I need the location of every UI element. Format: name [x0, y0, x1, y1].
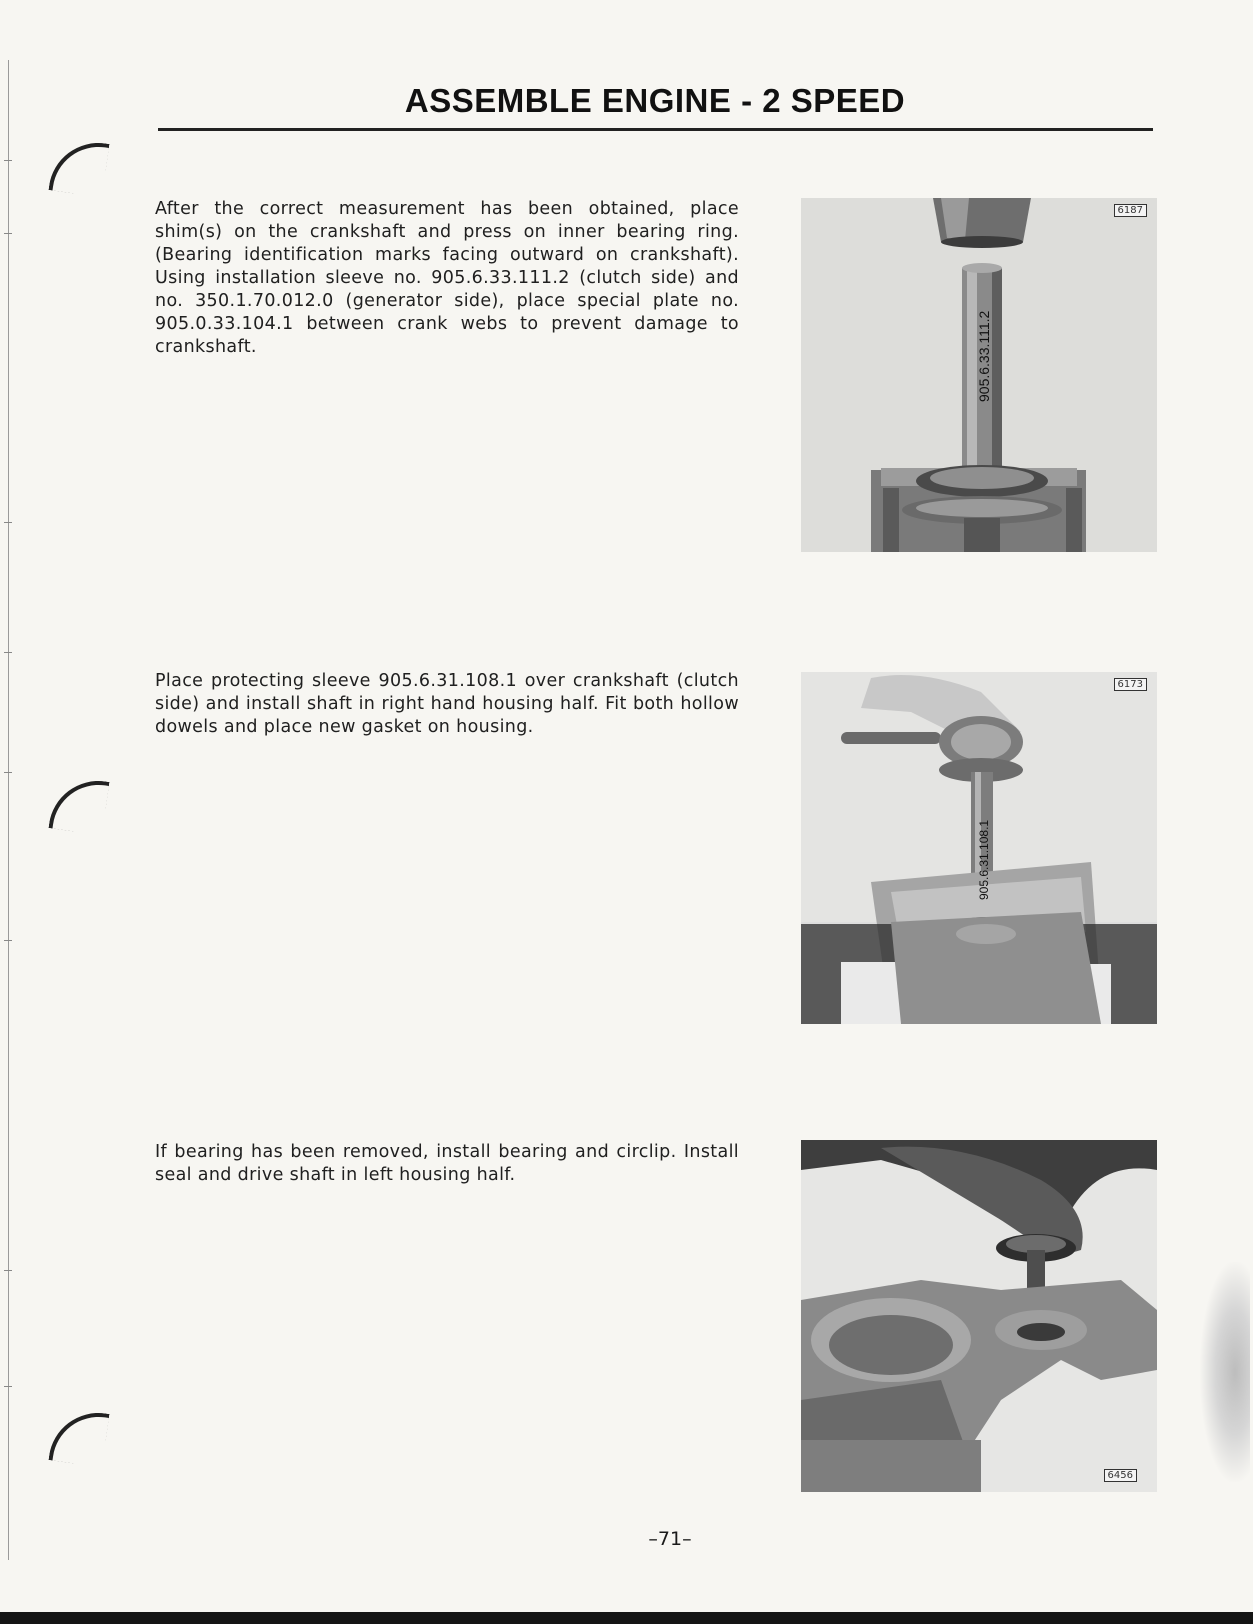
page-title: ASSEMBLE ENGINE - 2 SPEED — [404, 82, 906, 119]
tool-number-label: 905.6.31.108.1 — [977, 819, 991, 900]
figure-number: 6456 — [1104, 1469, 1137, 1482]
binder-hole-mark — [49, 775, 110, 836]
title-rule — [158, 128, 1153, 131]
edge-tick — [4, 160, 12, 161]
figure-install-shaft-photo — [801, 672, 1157, 1024]
page-left-edge — [8, 60, 9, 1560]
edge-tick — [4, 652, 12, 653]
binder-hole-mark — [49, 1407, 110, 1468]
edge-tick — [4, 1270, 12, 1271]
figure-number: 6187 — [1114, 204, 1147, 217]
edge-tick — [4, 522, 12, 523]
edge-tick — [4, 1386, 12, 1387]
binder-hole-mark — [49, 137, 110, 198]
edge-tick — [4, 940, 12, 941]
scan-bottom-edge — [0, 1612, 1253, 1624]
page-number: –71– — [648, 1528, 692, 1550]
figure-drive-shaft-photo — [801, 1140, 1157, 1492]
section-3-text: If bearing has been removed, install bearing and circlip. Install seal and drive shaft in left housing half. — [155, 1142, 739, 1185]
edge-tick — [4, 772, 12, 773]
figure-press-bearing-photo — [801, 198, 1157, 552]
edge-tick — [4, 233, 12, 234]
section-2-text: Place protecting sleeve 905.6.31.108.1 over crankshaft (clutch side) and install shaft in right hand housing half. Fit both hollow dowels and place new gasket on housing. — [155, 671, 739, 737]
section-1-text: After the correct measurement has been obtained, place shim(s) on the crankshaft and press on inner bearing ring. (Bearing identification marks facing outward on crankshaft). Using installation sleeve no. 905.6.33.111.2 (clutch side) and no. 350.1.70.012.0 (generator side), place special plate no. 905.0.33.104.1 between crank webs to prevent damage to crankshaft. — [155, 199, 739, 357]
page-stain — [1200, 1262, 1250, 1482]
tool-number-label: 905.6.33.111.2 — [976, 310, 992, 402]
figure-number: 6173 — [1114, 678, 1147, 691]
